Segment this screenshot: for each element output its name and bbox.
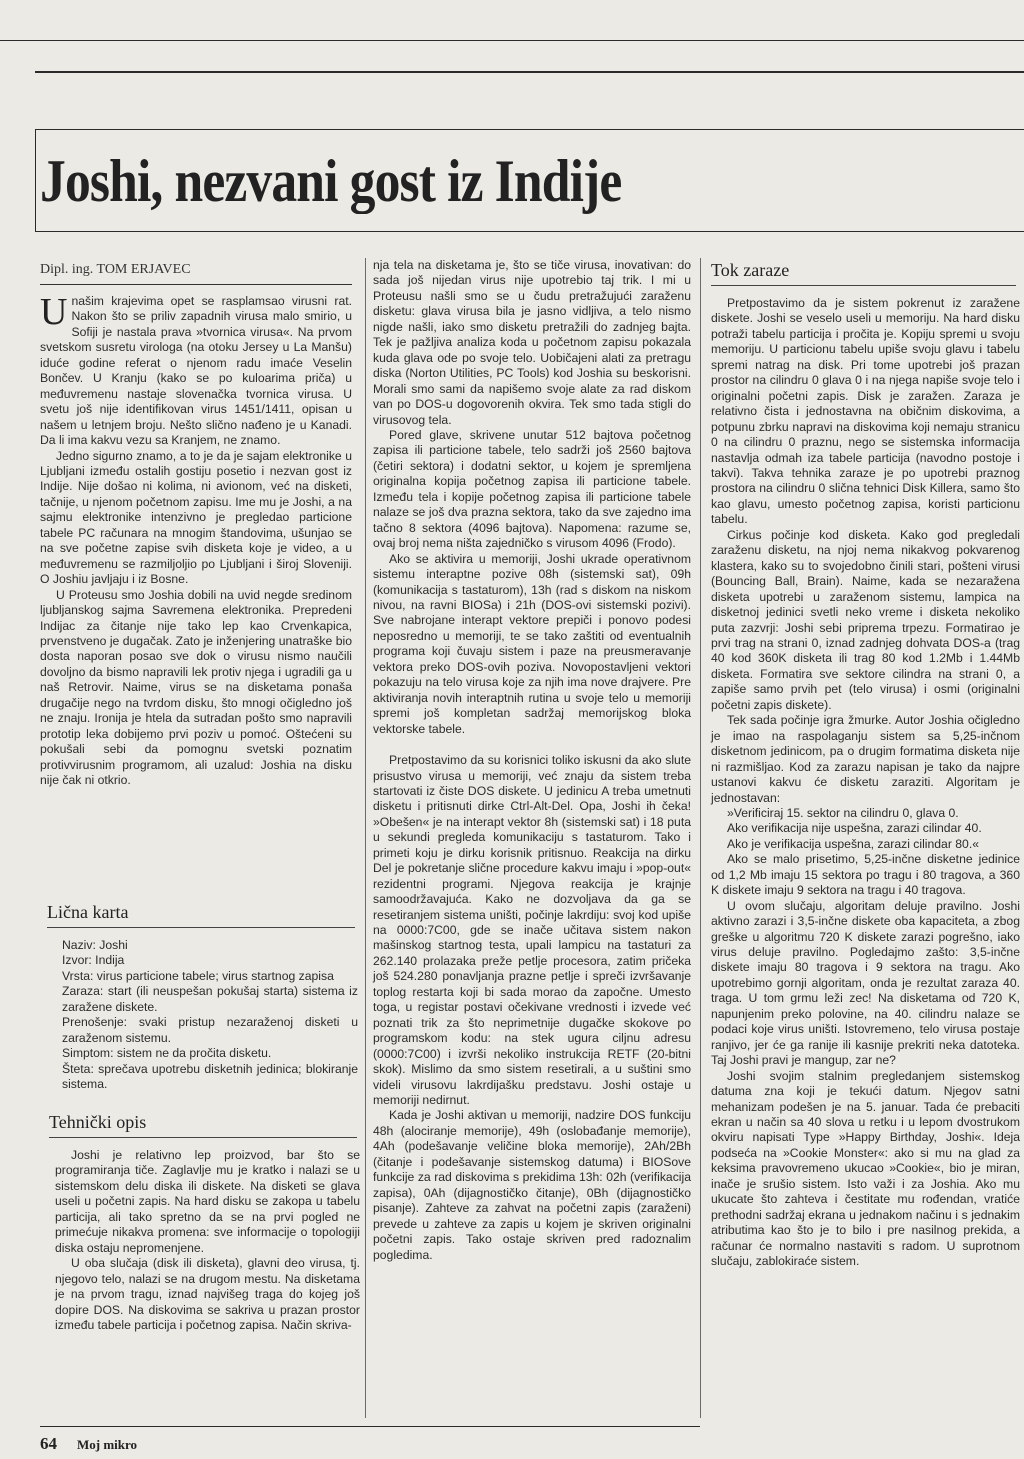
paragraph: Ako se malo prisetimo, 5,25-inčne disketne jedinice od 1,2 Mb imaju 15 sektora po tragu i 80 tragova, a 360 K diskete imaju 9 sektora na tragu i 40 tragova. <box>711 852 1020 898</box>
column-3 <box>711 296 1020 1270</box>
column-2 <box>373 258 691 1263</box>
paragraph: U oba slučaja (disk ili disketa), glavni deo virusa, tj. njegovo telo, nalazi se na drugom mestu. Na disketama je na prvom tragu, iznad najvišeg traga do kojeg još dopire DOS. Na diskovima se sakriva u prazan prostor između tabele particija i početnog zapisa. Način skriva- <box>55 1256 360 1332</box>
title-box-bottom <box>35 231 1024 232</box>
section-heading-licna-karta: Lična karta <box>47 902 355 928</box>
paragraph: Ako je verifikacija uspešna, zarazi cilindar 80.« <box>727 836 979 851</box>
paragraph: Jedno sigurno znamo, a to je da je sajam elektronike u Ljubljani između ostalih gostiju posetio i nezvan gost iz Indije. Nije došao ni kolima, ni avionom, već na disketi, tačnije, u njenom početnom zapisu. Ime mu je Joshi, a na sajmu elektronike intenzivno je pregledao particione tabele PC računara na mnogim štandovima, ušunjao se na sve početne zapise svih disketa koje je video, a u međuvremenu se razmiljoljio po Ljubljani i široj Sloveniji. O Joshiu javljaju i iz Bosne. <box>40 448 352 587</box>
top-rule-2 <box>35 71 1024 73</box>
paragraph: Joshi je relativno lep proizvod, bar što se programiranja tiče. Zaglavlje mu je kratko i nalazi se u sistemskom delu diska ili diskete. Na disketi se glava useli u početni zapis. Na hard disku se zakopa u tabelu particija, ali tako spretno da se na prvi pogled ne primećuje nikakva promena: sve informacije o topologiji diska ostaju nepromenjene. <box>55 1148 360 1255</box>
id-card-line: Simptom: sistem ne da pročita disketu. <box>62 1046 272 1061</box>
paragraph: nja tela na disketama je, što se tiče virusa, inovativan: do sada još nijedan virus nije upotrebio taj trik. I mi u Proteusu našli smo se u čudu pretražujući zaraženu disketu: glava virusa bila je jasno vidljiva, a telo nismo nigde našli, iako smo disketu pretražili do zadnjeg bajta. Tek je pažljiva analiza koda u početnom zapisu pokazala kuda glava ode po svoje telo. Uobičajeni alati za pretragu diska (Norton Utilities, PC Tools) kod Joshia su beskorisni. Morali smo sami da napišemo svoje alate za rad diskom van po DOS-u dogovorenih okvira. Tek smo tada stigli do virusovog tela. <box>373 258 691 427</box>
page-number: 64 <box>40 1434 57 1453</box>
paragraph: U ovom slučaju, algoritam deluje pravilno. Joshi aktivno zarazi i 3,5-inčne diskete oba kapaciteta, a zbog greške u algoritmu 720 K diskete zarazi pogrešno, iako virus deluje pravilno. Pogledajmo zašto: 3,5-inčne diskete imaju 80 tragova i 9 sektora na tragu. Ako upotrebimo gornji algoritam, onda je rezultat zaraza 40. traga. U tom grmu leži zec! Na disketama od 720 K, napunjenim preko polovine, na 40. cilindru nalaze se podaci koje virus uništi. Istovremeno, telo virusa postaje ranjivo, jer će ga ranije ili kasnije prekriti neka datoteka. Taj Joshi pravi je mangup, zar ne? <box>711 898 1020 1068</box>
paragraph: našim krajevima opet se rasplamsao virusni rat. Nakon što se priliv zapadnih virusa malo smirio, u Sofiji je nastala prava »tvornica virusa«. Na prvom svetskom susretu virologa (na otoku Jersey u La Manšu) iduće godine referat o njenom radu imaće Veselin Bončev. U Kranju (kako se po kuloarima priča) u međuvremenu nastaje slovenačka tvornica virusa. U svetu još nije identifikovan virus 1451/1411, opisan u našem u letnjem broju. Nešto slično nađeno je u Kanadi. Da li ima kakvu vezu sa Kranjem, ne znamo. <box>40 294 352 448</box>
paragraph: Kada je Joshi aktivan u memoriji, nadzire DOS funkciju 48h (alociranje memorije), 49h (oslobađanje memorije), 4Ah (podešavanje veličine bloka memorije), 2Ah/2Bh (čitanje i podešavanje sistemskog datuma) i BIOSove funkcije za rad diskovima s prekidima 13h: 02h (verifikacija zapisa), 0Ah (dijagnostičko čitanje), 0Bh (dijagnostičko pisanje). Zahteve za zahvat na početni zapis (zaraženi) prevede u zahteve za zapis u kojem je skriven originalni početni zapis. Tako ostaje skriven pred radoznalim pogledima. <box>373 1108 691 1262</box>
paragraph: U Proteusu smo Joshia dobili na uvid negde sredinom ljubljanskog sajma Savremena elektronika. Prepredeni Indijac za čitanje nije tako lep kao Crvenkapica, prvenstveno je dugačak. Zato je inženjering unatraške bio dosta naporan posao sve dok o virusu nismo naučili dovoljno da bismo napravili lek protiv njega i ugradili ga u naš Retrovir. Naime, virus se na disketama ponaša drugačije nego na tvrdom disku, što mnogi očigledno još ne znaju. Ironija je htela da sutradan pošto smo napravili prototip leka dobijemo prvi poziv u pomoć. Oštećeni su pokušali sebi da pomognu svetski poznatim protivvirusnim programom, ali uzalud: Joshia na disku nije čak ni otkrio. <box>40 587 352 788</box>
paragraph: Joshi svojim stalnim pregledanjem sistemskog datuma zna koji je tekući datum. Njegov satni mehanizam podešen je na 5. januar. Tada će prebaciti ekran u način sa 40 slova u retku i u lepom dvostrukom okviru napisati Type »Happy Birthday, Joshi«. Ideja podseća na »Cookie Monster«: ako si mu na glad za keksima pravovremeno ukucao »Cookie«, bio je miran, inače je srušio sistem. Isto važi i za Joshia. Ako mu ukucate što zahteva i čestitate mu rođendan, vratiće prethodni sadržaj ekrana u jednakom načinu i s jednakim atributima kao što je to bilo i pre nasilnog prekida, a računar će normalno nastaviti s radom. U suprotnom slučaju, zablokiraće sistem. <box>711 1068 1020 1269</box>
section-heading-tehnicki-opis: Tehnički opis <box>49 1112 357 1138</box>
id-card-list <box>62 938 358 1093</box>
id-card-line: Zaraza: start (ili neuspešan pokušaj starta) sistema iz zaražene diskete. <box>62 984 358 1014</box>
column-1-intro <box>40 291 352 789</box>
drop-cap: U <box>40 291 68 333</box>
paragraph: Pretpostavimo da je sistem pokrenut iz zaražene diskete. Joshi se veselo useli u memoriju. Na hard disku potraži tabelu particija i pročita je. Kopiju spremi u svoju memoriju. U particionu tabelu upiše svoju glavu i tabelu spremi natrag na disk. Pri tome upotrebi još prazan prostor na cilindru 0 glava 0 i na njega napiše svoje telo i originalni početni zapis. Disk je zaražen. Zaraza je relativno čista i jednostavna na običnim diskovima, a potpunu zbrku napravi na diskovima koji nemaju stranicu 0 na cilindru 0 praznu, nego se sistemska informacija nastavlja odmah iza tabele particija (navodno postoje i takvi). Takva tehnika zaraze je po upotrebi praznog prostora na cilindru 0 slična tehnici Disk Killera, samo što kao glavu, umesto početnog zapisa, koristi particionu tabelu. <box>711 296 1020 527</box>
paragraph: Pretpostavimo da su korisnici toliko iskusni da ako slute prisustvo virusa u memoriji, već znaju da sistem treba startovati iz čiste DOS diskete. U jedinicu A treba umetnuti disketu i pritisnuti dirke Ctrl-Alt-Del. Opa, Joshi ih čeka! »Obešen« je na interapt vektor 8h (sistemski sat) i 18 puta u sekundi pregleda komunikaciju s tastaturom. Tako i primeti koju je dirku korisnik pritisnuo. Reakcija na dirku Del je pokretanje slične procedure kakvu imaju i »pop-out« rezidentni programi. Njegova reakcija je krajnje samoodržavajuća. Kako ne dozvoljava da ga se resetiranjem sistema uništi, počinje lakrdiju: svoj kod upiše na 0000:7C00, gde se inače učitava sistem nakon mašinskog startnog testa, upali lampicu na tastaturi za 262.140 prolazaka preže petlje procesora, zatim pričeka još 524.280 ponavljanja prazne petlje i spreči izvršavanje toplog restarta koji bi sada morao da započne. Umesto toga, u registar postavi očekivane vrednosti i izvede već poznati trik za što neprimetnije dugačke skokove po programskom kodu: na stek ugura ciljnu adresu (0000:7C00) i izvrši nekoliko instrukcija RETF (20-bitni skok). Mislimo da smo sistem resetirali, a u suštini smo videli virusovu lakrdijašku predstavu. Joshi ostaje u memoriji nedirnut. <box>373 753 691 1108</box>
paragraph: Ako se aktivira u memoriji, Joshi ukrade operativnom sistemu interaptne pozive 08h (sistemski sat), 09h (komunikacija s tastaturom), 13h (rad s diskom na niskom nivou, na ravni BIOSa) i 21h (DOS-ovi sistemski pozivi). Sve nabrojane interapt vektore prepiči i ponovo podesi neposredno u memoriji, te se tako zaštiti od eventualnih programa koji čuvaju sistem i paze na preusmeravanje vektora preko DOS-ovih poziva. Novopostavljeni vektori pokazuju na telo virusa koje za njih ima nove drajvere. Pre aktiviranja novih interaptnih rutina u svoje telo u memoriji spremi još kompletan sadržaj memorijskog bloka vektorske tabele. <box>373 551 691 736</box>
column-bottom-rule <box>40 1426 700 1427</box>
id-card-line: Izvor: Indija <box>62 953 125 968</box>
paragraph: Tek sada počinje igra žmurke. Autor Joshia očigledno je imao na raspolaganju sistem sa 5,25-inčnom disketnom jedinicom, pa o drugim formatima disketa nije ni razmišljao. Kod za zarazu napisan je tako da najpre ustanovi kakvu će disketu zaraziti. Algoritam je jednostavan: <box>711 713 1020 805</box>
section-heading-tok-zaraze: Tok zaraze <box>711 260 1016 286</box>
column-divider <box>365 258 366 1418</box>
title-box-left <box>35 129 36 231</box>
technical-description <box>55 1148 360 1333</box>
paragraph: Cirkus počinje kod disketa. Kako god pregledali zaraženu disketu, na njoj nema nikakvog pokvarenog klastera, kako su to svojedobno činili stari, pošteni virusi (Bouncing Ball, Brain). Naime, kada se nezaražena disketa upotrebi u zaraženom sistemu, lampica na disketnoj jedinici svetli neko vreme i disketa nekoliko puta zazvrji: Joshi sebi priprema trpezu. Formatirao je prvi trag na strani 0, iznad zadnjeg dohvata DOS-a (trag 40 kod 360K disketa ili trag 80 kod 1.2Mb i 1.44Mb disketa. Formatira sve sektore cilindra na strani 0, a zapiše samo prvih pet (telo virusa) i osmi (originalni početni zapis diskete). <box>711 527 1020 712</box>
id-card-line: Vrsta: virus particione tabele; virus startnog zapisa <box>62 968 334 983</box>
magazine-name: Moj mikro <box>77 1437 138 1452</box>
byline: Dipl. ing. TOM ERJAVEC <box>40 262 352 285</box>
id-card-line: Šteta: sprečava upotrebu disketnih jedinica; blokiranje sistema. <box>62 1061 358 1092</box>
paragraph: »Verificiraj 15. sektor na cilindru 0, glava 0. <box>727 805 959 820</box>
top-rule-1 <box>0 40 1024 41</box>
id-card-line: Naziv: Joshi <box>62 938 128 952</box>
paragraph: Ako verifikacija nije uspešna, zarazi cilindar 40. <box>727 821 982 836</box>
paragraph: Pored glave, skrivene unutar 512 bajtova početnog zapisa ili particione tabele, telo sadrži još 2560 bajtova (četiri sektora) i dodatni sektor, u kojem je spremljena originalna kopija početnog zapisa ili particione tabele. Između tela i kopije početnog zapisa ili particione tabele nalaze se još dva prazna sektora, tako da sve zajedno ima tačno 8 sektora (4096 bajtova). Napomena: razume se, ovaj broj nema ništa zajedničko s virusom 4096 (Frodo). <box>373 427 691 551</box>
column-divider <box>700 258 701 1418</box>
title-box-top <box>35 129 1024 130</box>
article-title: Joshi, nezvani gost iz Indije <box>40 148 622 214</box>
id-card-line: Prenošenje: svaki pristup nezaraženoj disketi u zaraženom sistemu. <box>62 1015 358 1045</box>
